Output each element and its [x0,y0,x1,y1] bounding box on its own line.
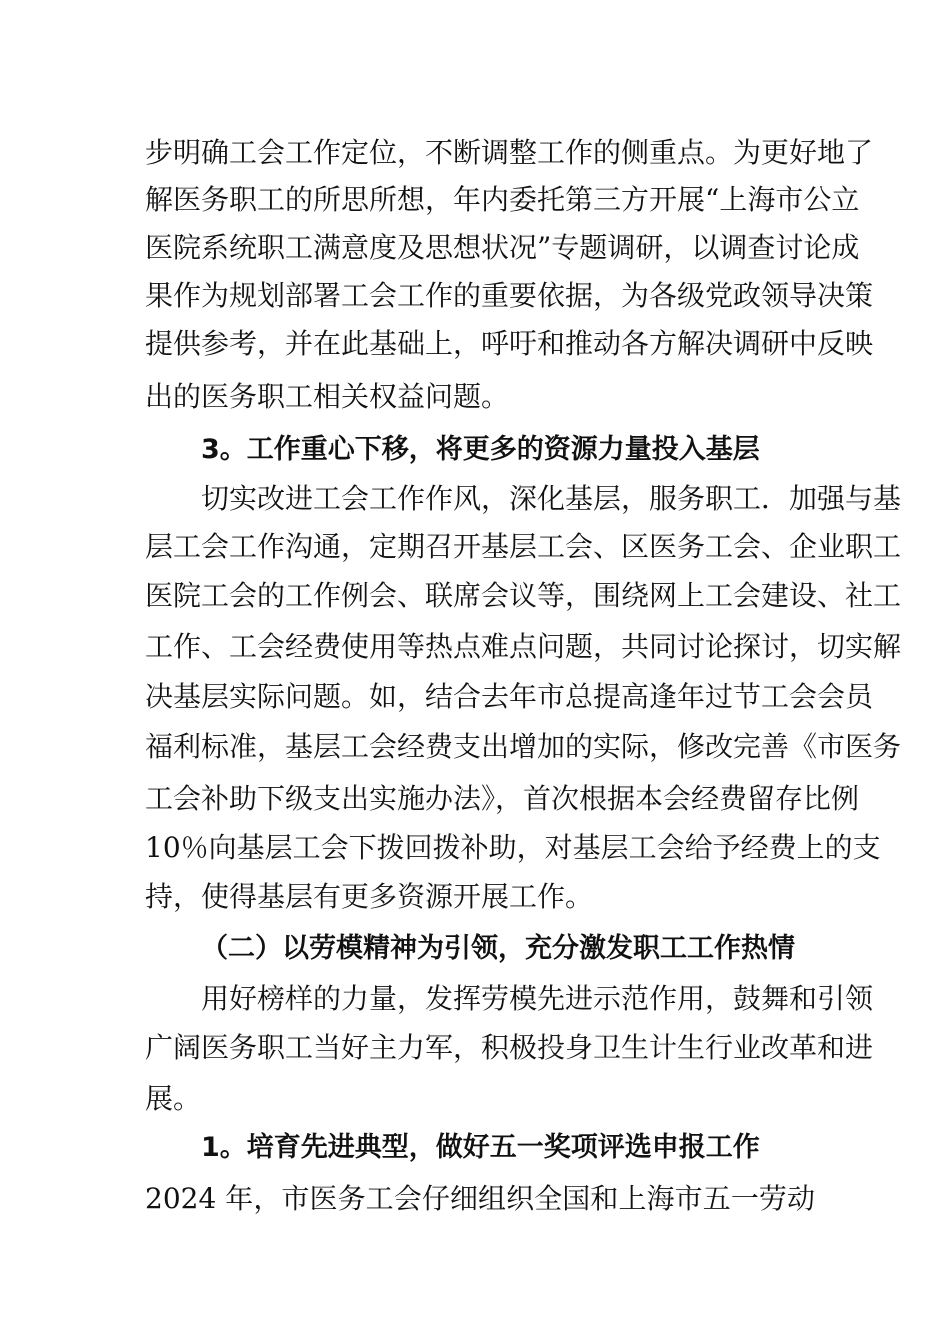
section-heading-1: 1。培育先进典型，做好五一奖项评选申报工作 [201,1132,760,1163]
paragraph-line: 10％向基层工会下拨回拨补助，对基层工会给予经费上的支 [145,831,881,864]
paragraph-line: 提供参考，并在此基础上，呼吁和推动各方解决调研中反映 [145,327,874,360]
paragraph-line: 工会补助下级支出实施办法》，首次根据本会经费留存比例 [145,782,860,815]
paragraph-line: 持，使得基层有更多资源开展工作。 [145,880,594,913]
paragraph-line: 决基层实际问题。如，结合去年市总提高逢年过节工会会员 [145,680,874,713]
section-heading-3: 3。工作重心下移，将更多的资源力量投入基层 [201,434,760,465]
section-heading-er: （二）以劳模精神为引领，充分激发职工工作热情 [201,933,795,964]
paragraph-line: 广阔医务职工当好主力军，积极投身卫生计生行业改革和进 [145,1031,874,1064]
paragraph-line: 2024 年，市医务工会仔细组织全国和上海市五一劳动 [145,1182,815,1215]
paragraph-line: 步明确工会工作定位，不断调整工作的侧重点。为更好地了 [145,136,874,169]
paragraph-line: 医院系统职工满意度及思想状况”专题调研，以调查讨论成 [145,231,860,264]
paragraph-line: 解医务职工的所思所想，年内委托第三方开展“上海市公立 [145,183,860,216]
paragraph-line: 展。 [145,1082,202,1115]
paragraph-line: 切实改进工会工作作风，深化基层，服务职工．加强与基 [201,482,902,515]
paragraph-line: 果作为规划部署工会工作的重要依据，为各级党政领导决策 [145,279,874,312]
paragraph-line: 医院工会的工作例会、联席会议等，围绕网上工会建设、社工 [145,579,902,612]
paragraph-line: 出的医务职工相关权益问题。 [145,380,510,413]
paragraph-line: 工作、工会经费使用等热点难点问题，共同讨论探讨，切实解 [145,630,902,663]
paragraph-line: 层工会工作沟通，定期召开基层工会、区医务工会、企业职工 [145,530,902,563]
paragraph-line: 用好榜样的力量，发挥劳模先进示范作用，鼓舞和引领 [201,982,874,1015]
paragraph-line: 福利标准，基层工会经费支出增加的实际，修改完善《市医务 [145,730,902,763]
